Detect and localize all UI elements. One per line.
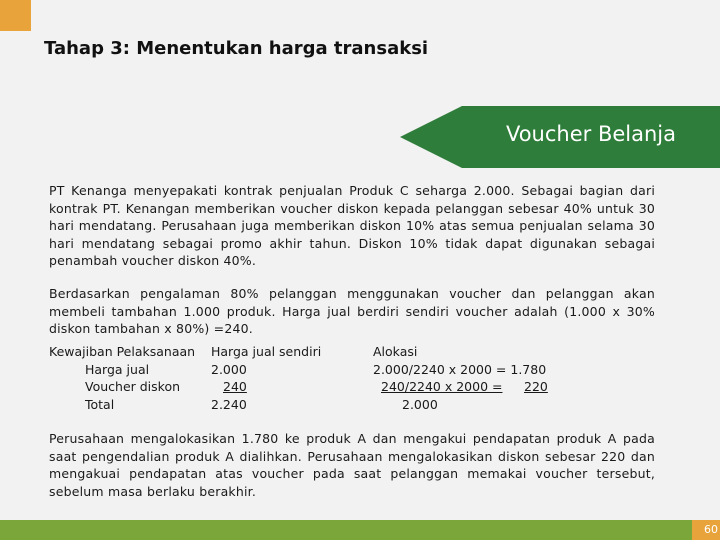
voucher-banner [400,106,720,168]
row-voucher-allocation-value: 220 [524,379,548,394]
paragraph-conclusion: Perusahaan mengalokasikan 1.780 ke produk A dan mengakui pendapatan produk A pada saat pengendalian produk A dialihkan. Perusahaan mengalokasikan diskon sebesar 220 dan mengakuai pendapatan atas voucher pada saat pelanggan memakai voucher tersebut, sebelum masa berlaku berakhir. [49,431,655,499]
page-number: 60 [692,520,720,540]
row-sale-label: Harga jual [85,361,150,377]
row-total-price: 2.240 [211,396,247,412]
slide-title: Tahap 3: Menentukan harga transaksi [44,38,429,59]
row-voucher-price: 240 [223,379,247,394]
footer-bar [0,520,720,540]
row-voucher-label: Voucher diskon [85,379,181,394]
corner-accent [0,0,31,31]
header-obligation: Kewajiban Pelaksanaan [49,344,196,359]
row-sale-allocation: 2.000/2240 x 2000 = 1.780 [373,361,547,377]
paragraph-contract: PT Kenanga menyepakati kontrak penjualan Produk C seharga 2.000. Sebagai bagian dari kontrak PT. Kenangan memberikan voucher diskon kepada pelanggan sebesar 40% untuk 30 hari mendatang. Perusahaan juga memberikan diskon 10% atas semua penjualan selama 30 hari mendatang sebagai promo akhir tahun. Diskon 10% tidak dapat digunakan sebagai penambah voucher diskon 40%. [49,183,655,268]
allocation-table [0,343,720,415]
header-standalone-price: Harga jual sendiri [211,344,322,359]
row-total-allocation: 2.000 [402,396,438,412]
paragraph-experience: Berdasarkan pengalaman 80% pelanggan menggunakan voucher dan pelanggan akan membeli tambahan 1.000 produk. Harga jual berdiri sendiri voucher adalah (1.000 x 30% diskon tambahan x 80%) =240. [49,286,655,336]
row-sale-price: 2.000 [211,361,247,377]
banner-label: Voucher Belanja [505,122,676,146]
row-total-label: Total [85,396,115,412]
row-voucher-allocation: 240/2240 x 2000 = [381,379,503,394]
header-allocation: Alokasi [373,344,418,359]
